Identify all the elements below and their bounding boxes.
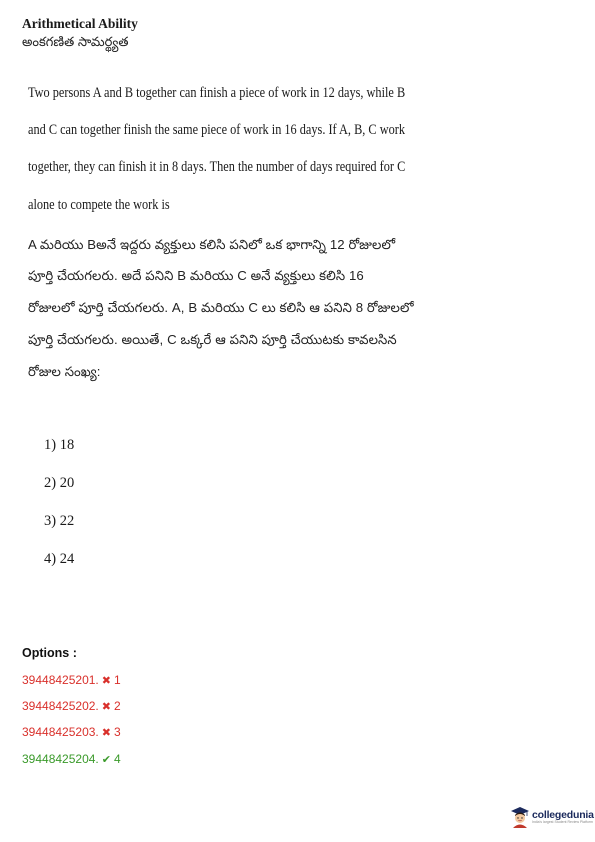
question-telugu-line: రోజులలో పూర్తి చేయగలరు. A, B మరియు C లు కలిసి ఆ పనిని 8 రోజులలో: [28, 300, 414, 315]
choice-3: 3) 22: [44, 513, 75, 529]
cross-icon: ✖: [101, 675, 111, 687]
option-id: 39448425202.: [22, 699, 99, 713]
option-row: [22, 673, 121, 687]
option-row: [22, 699, 121, 713]
section-title-telugu: అంకగణిత సామర్థ్యత: [22, 34, 129, 49]
cross-icon: ✖: [101, 727, 111, 739]
option-row-correct: [22, 752, 121, 766]
choice-2: 2) 20: [44, 475, 75, 491]
question-telugu-line: పూర్తి చేయగలరు. అయితే, C ఒక్కరే ఆ పనిని పూర్తి చేయుటకు కావలసిన: [28, 332, 397, 347]
option-value: 3: [113, 725, 121, 739]
options-label: Options :: [22, 646, 77, 660]
question-telugu-line: A మరియు Bఅనే ఇద్దరు వ్యక్తులు కలిసి పనిలో ఒక భాగాన్ని 12 రోజులలో: [28, 237, 396, 252]
choice-1: 1) 18: [44, 437, 75, 453]
brand-logo-block: [510, 806, 594, 828]
option-value: 1: [113, 673, 121, 687]
option-value: 2: [113, 699, 121, 713]
option-row: [22, 725, 121, 739]
option-id: 39448425204.: [22, 752, 99, 766]
choice-4: 4) 24: [44, 551, 75, 567]
option-value: 4: [113, 752, 121, 766]
graduate-mascot-icon: [510, 806, 530, 828]
section-title: Arithmetical Ability: [22, 16, 138, 31]
question-line: alone to compete the work is: [28, 197, 170, 213]
question-line: and C can together finish the same piece of work in 16 days. If A, B, C work: [28, 122, 405, 138]
option-id: 39448425201.: [22, 673, 99, 687]
brand-tagline: India's largest Student Review Platform: [532, 820, 593, 824]
question-line: Two persons A and B together can finish a piece of work in 12 days, while B: [28, 85, 406, 101]
option-id: 39448425203.: [22, 725, 99, 739]
question-telugu-line: రోజుల సంఖ్య:: [28, 364, 101, 379]
cross-icon: ✖: [101, 701, 111, 713]
question-line: together, they can finish it in 8 days. Then the number of days required for C: [28, 159, 406, 175]
brand-name: collegedunia: [532, 808, 594, 821]
question-telugu-line: పూర్తి చేయగలరు. అదే పనిని B మరియు C అనే వ్యక్తులు కలిసి 16: [28, 268, 364, 283]
check-icon: ✔: [101, 754, 111, 766]
